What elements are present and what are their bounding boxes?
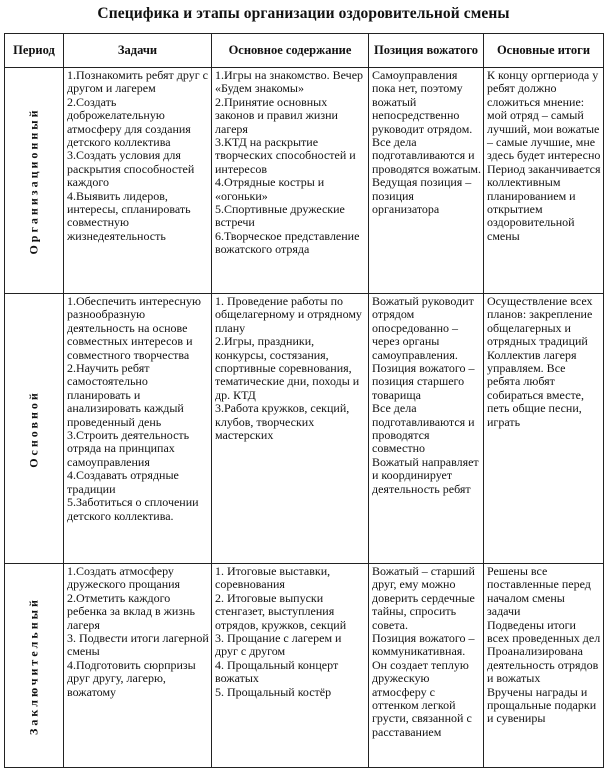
cell-paragraph: 1.Создать атмосферу дружеского прощания: [67, 564, 181, 592]
cell-paragraph: 2. Итоговые выпуски стенгазет, выступления отрядов, кружков, секций: [215, 590, 347, 632]
cell-paragraph: Ведущая позиция – позиция организатора: [372, 175, 472, 217]
cell-paragraph: 1.Познакомить ребят друг с другом и лагерем: [67, 68, 208, 96]
cell-paragraph: Решены все поставленные перед началом смены задачи: [487, 564, 591, 619]
header-period: Период: [5, 34, 64, 68]
cell-paragraph: К концу оргпериода у ребят должно сложиться мнение: мой отряд – самый лучший, мои вожатые – самые лучшие, мне здесь будет интересно: [487, 68, 601, 163]
results-cell: [484, 294, 604, 564]
cell-paragraph: Позиция вожатого – коммуникативная. Он создает теплую дружескую атмосферу с оттенком легкой грусти, связанной с расставанием: [372, 631, 475, 739]
cell-paragraph: 4.Создавать отрядные традиции: [67, 468, 179, 496]
cell-paragraph: 3.Работа кружков, секций, клубов, творческих мастерских: [215, 401, 350, 443]
cell-paragraph: Коллектив лагеря управляем. Все ребята любят собираться вместе, петь общие песни, играть: [487, 347, 585, 429]
cell-paragraph: 1. Итоговые выставки, соревнования: [215, 564, 331, 592]
cell-paragraph: Вожатый направляет и координирует деятельность ребят: [372, 454, 479, 496]
cell-paragraph: Вожатый – старший друг, ему можно доверить сердечные тайны, спросить совета.: [372, 564, 475, 632]
cell-paragraph: 3.Строить деятельность отряда на принципах самоуправления: [67, 428, 190, 469]
cell-paragraph: 1.Игры на знакомство. Вечер «Будем знакомы»: [215, 68, 364, 96]
cell-paragraph: 4.Выявить лидеров, интересы, спланировать совместную жизнедеятельность: [67, 188, 191, 243]
cell-paragraph: 6.Творческое представление вожатского отряда: [215, 228, 360, 257]
cell-paragraph: 2.Создать доброжелательную атмосферу для создания детского коллектива: [67, 94, 191, 150]
header-results: Основные итоги: [484, 34, 604, 68]
cell-paragraph: 1.Обеспечить интересную разнообразную деятельность на основе совместных интересов и совместного творчества: [67, 294, 201, 362]
cell-paragraph: 3.КТД на раскрытие творческих способностей и интересов: [215, 135, 356, 176]
period-label: Основной: [26, 389, 41, 468]
tasks-cell: [64, 294, 212, 564]
cell-paragraph: Проанализирована деятельность отрядов и вожатых: [487, 644, 599, 686]
cell-paragraph: Позиция вожатого – позиция старшего товарища: [372, 361, 475, 402]
cell-paragraph: 2.Игры, праздники, конкурсы, состязания, спортивные соревнования, тематические дни, походы и др. КТД: [215, 334, 360, 402]
cell-paragraph: 3. Подвести итоги лагерной смены: [67, 631, 209, 659]
header-content: Основное содержание: [212, 34, 369, 68]
cell-paragraph: 2.Принятие основных законов и правил жизни лагеря: [215, 94, 338, 136]
results-cell: [484, 68, 604, 294]
cell-paragraph: Все дела подготавливаются и проводятся вожатым.: [372, 135, 482, 176]
cell-paragraph: Осуществление всех планов: закрепление общелагерных и отрядных традиций: [487, 294, 593, 349]
cell-paragraph: 1. Проведение работы по общелагерному и отрядному плану: [215, 294, 362, 335]
period-cell: [5, 68, 64, 294]
page-title: Специфика и этапы организации оздоровительной смены: [97, 5, 510, 22]
period-label: Заключительный: [26, 596, 41, 735]
position-cell: [369, 294, 484, 564]
stages-table: [4, 33, 604, 768]
period-cell: [5, 294, 64, 564]
cell-paragraph: 2.Научить ребят самостоятельно планировать и анализировать каждый проведенный день: [67, 361, 184, 429]
tasks-cell: [64, 564, 212, 768]
header-tasks: Задачи: [64, 34, 212, 68]
cell-paragraph: 5.Заботиться о сплочении детского коллектива.: [67, 495, 199, 523]
table-row: [5, 68, 604, 294]
tasks-cell: [64, 68, 212, 294]
cell-paragraph: Все дела подготавливаются и проводятся совместно: [372, 401, 475, 456]
cell-paragraph: Вожатый руководит отрядом опосредованно – через органы самоуправления.: [372, 294, 474, 362]
cell-paragraph: Вручены награды и прощальные подарки и сувениры: [487, 684, 597, 726]
cell-paragraph: 5.Спортивные дружеские встречи: [215, 202, 345, 230]
cell-paragraph: 3.Создать условия для раскрытия способностей каждого: [67, 148, 195, 190]
cell-paragraph: 5. Прощальный костёр: [215, 684, 332, 699]
table-row: [5, 564, 604, 768]
content-cell: [212, 68, 369, 294]
cell-paragraph: Подведены итоги всех проведенных дел: [487, 617, 601, 646]
cell-paragraph: 4.Подготовить сюрпризы друг другу, лагерю, вожатому: [67, 657, 196, 699]
results-cell: [484, 564, 604, 768]
cell-paragraph: Период заканчивается коллективным планированием и открытием оздоровительной смены: [487, 161, 601, 243]
position-cell: [369, 564, 484, 768]
position-cell: [369, 68, 484, 294]
cell-paragraph: 2.Отметить каждого ребенка за вклад в жизнь лагеря: [67, 590, 195, 632]
cell-paragraph: 4.Отрядные костры и «огоньки»: [215, 175, 325, 203]
content-cell: [212, 294, 369, 564]
period-cell: [5, 564, 64, 768]
period-label: Организационный: [26, 106, 41, 255]
table-row: [5, 294, 604, 564]
cell-paragraph: Самоуправления пока нет, поэтому вожатый непосредственно руководит отрядом.: [372, 68, 473, 136]
cell-paragraph: 4. Прощальный концерт вожатых: [215, 657, 339, 686]
content-cell: [212, 564, 369, 768]
cell-paragraph: 3. Прощание с лагерем и друг с другом: [215, 631, 342, 659]
header-position: Позиция вожатого: [369, 34, 484, 68]
